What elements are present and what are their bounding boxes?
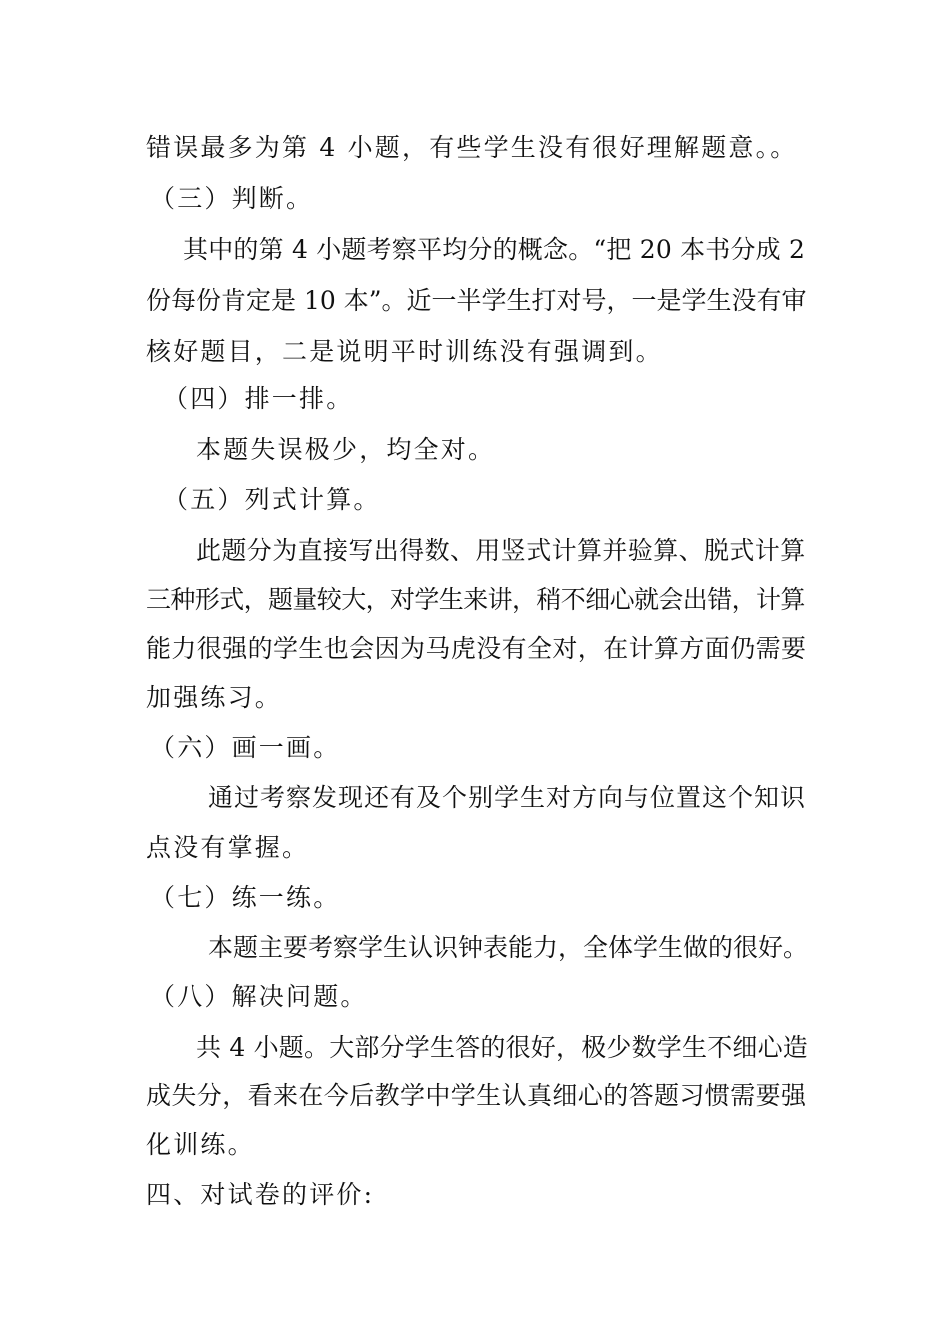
paragraph-line: 加强练习。 xyxy=(146,683,283,712)
section-heading-7: （七）练一练。 xyxy=(150,883,341,912)
paragraph-line: 份每份肯定是 10 本”。近一半学生打对号，一是学生没有审 xyxy=(146,286,807,315)
paragraph-line: 核好题目，二是说明平时训练没有强调到。 xyxy=(146,337,663,366)
paragraph-line: 错误最多为第 4 小题，有些学生没有很好理解题意。。 xyxy=(146,133,798,162)
section-heading-5: （五）列式计算。 xyxy=(163,485,381,514)
section-heading-8: （八）解决问题。 xyxy=(150,982,368,1011)
paragraph-line: 能力很强的学生也会因为马虎没有全对，在计算方面仍需要 xyxy=(146,634,807,663)
paragraph-line: 成失分，看来在今后教学中学生认真细心的答题习惯需要强 xyxy=(146,1081,807,1110)
paragraph-line: 化训练。 xyxy=(146,1130,255,1159)
paragraph-line: 此题分为直接写出得数、用竖式计算并验算、脱式计算 xyxy=(196,536,806,565)
paragraph-line: 通过考察发现还有及个别学生对方向与位置这个知识 xyxy=(208,783,807,812)
paragraph-line: 其中的第 4 小题考察平均分的概念。“把 20 本书分成 2 xyxy=(183,235,806,264)
section-heading-6: （六）画一画。 xyxy=(150,733,341,762)
paragraph-line: 本题主要考察学生认识钟表能力，全体学生做的很好。 xyxy=(208,933,809,962)
section-heading-3: （三）判断。 xyxy=(150,184,314,213)
section-heading-four: 四、对试卷的评价: xyxy=(146,1180,375,1209)
paragraph-line: 本题失误极少，均全对。 xyxy=(196,435,496,464)
paragraph-line: 共 4 小题。大部分学生答的很好，极少数学生不细心造 xyxy=(196,1033,809,1062)
paragraph-line: 三种形式，题量较大，对学生来讲，稍不细心就会出错，计算 xyxy=(146,585,805,614)
section-heading-4: （四）排一排。 xyxy=(163,384,354,413)
paragraph-line: 点没有掌握。 xyxy=(146,833,310,862)
